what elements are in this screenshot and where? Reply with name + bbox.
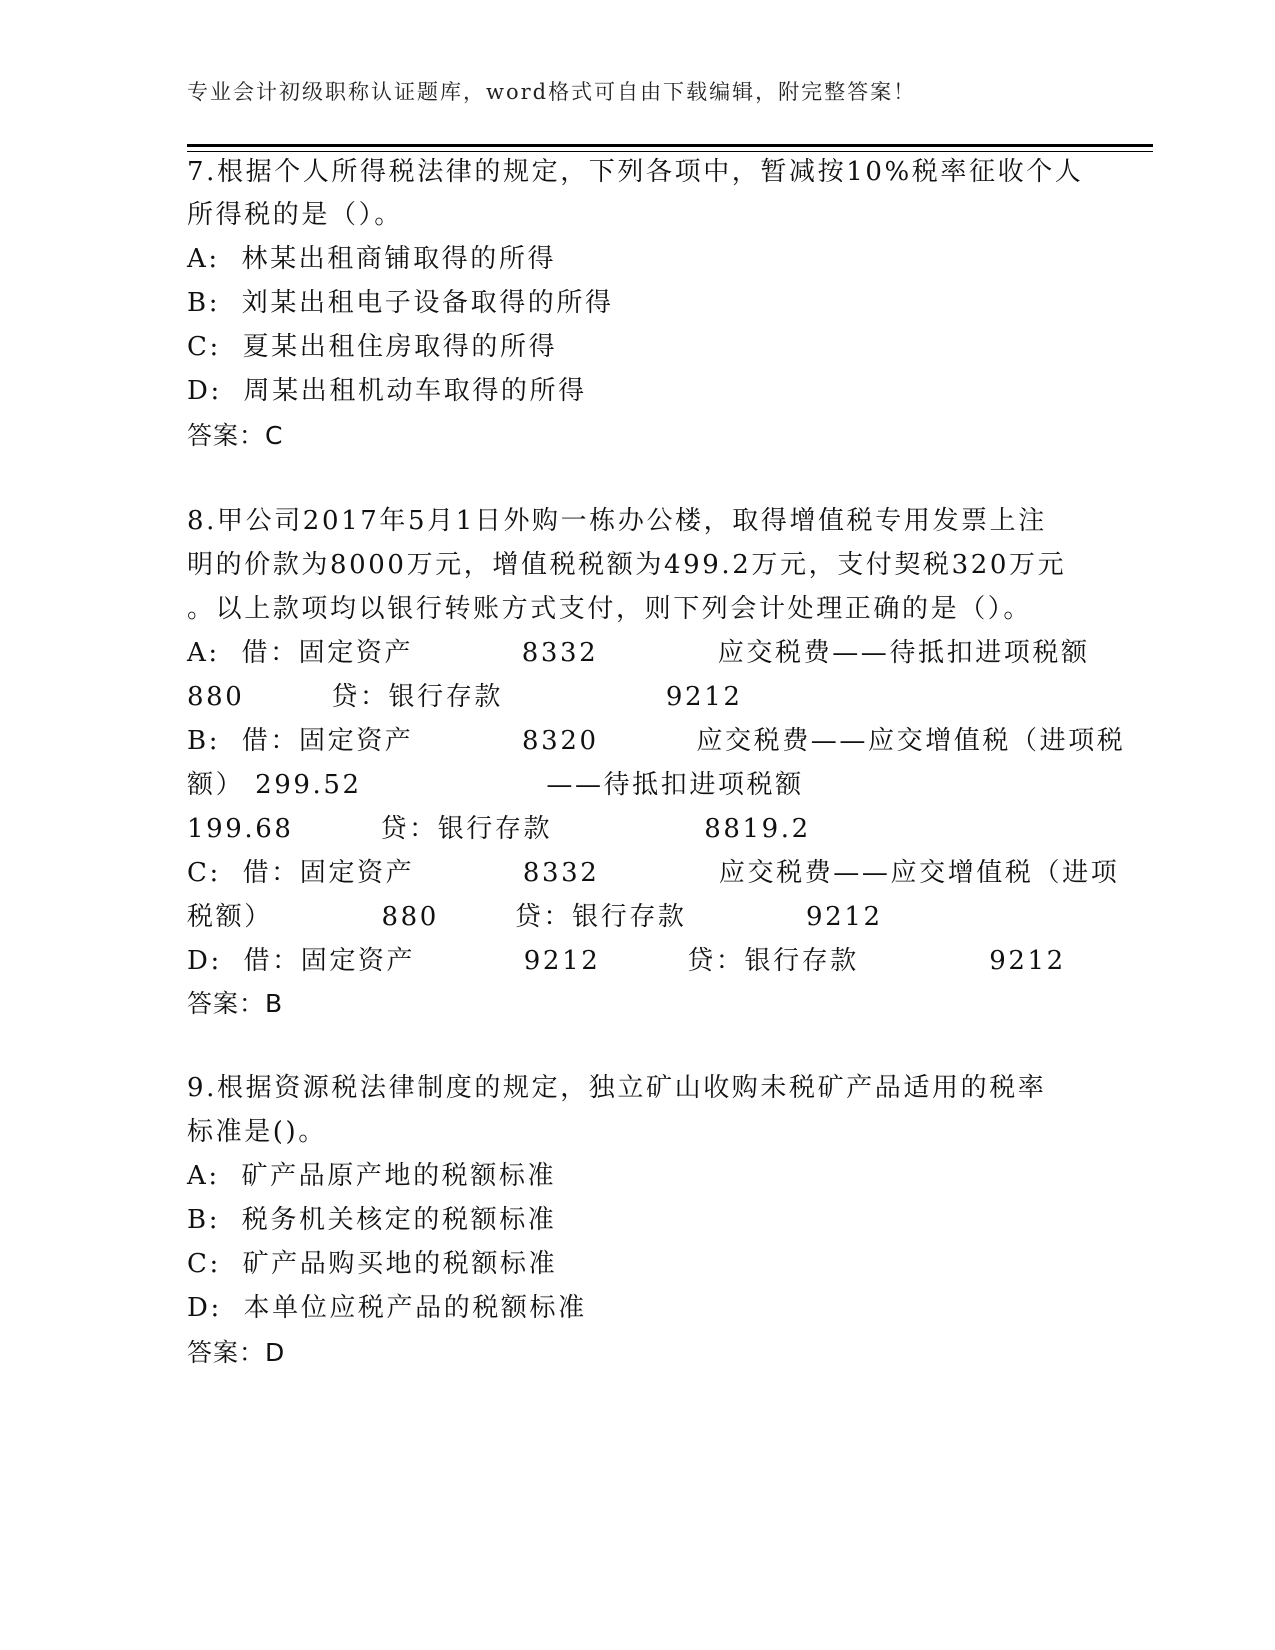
q7-line-1: 7.根据个人所得税法律的规定，下列各项中，暂减按10%税率征收个人: [187, 157, 1084, 187]
q8-option-c-line-2: 税额） 880 贷：银行存款 9212: [187, 902, 883, 932]
q8-option-a-line-2: 880 贷：银行存款 9212: [187, 682, 743, 712]
q9-option-d: D: 本单位应税产品的税额标准: [187, 1293, 587, 1323]
q7-line-2: 所得税的是（）。: [187, 200, 403, 230]
q7-answer: 答案：C: [187, 421, 284, 450]
q7-option-c: C: 夏某出租住房取得的所得: [187, 332, 558, 362]
q8-option-b-line-2: 额） 299.52 ——待抵扣进项税额: [187, 770, 804, 800]
q9-answer: 答案：D: [187, 1338, 286, 1367]
q8-option-b-line-1: B: 借：固定资产 8320 应交税费——应交增值税（进项税: [187, 726, 1126, 756]
q8-option-c-line-1: C: 借：固定资产 8332 应交税费——应交增值税（进项: [187, 858, 1120, 888]
q8-option-d: D: 借：固定资产 9212 贷：银行存款 9212: [187, 946, 1066, 976]
q9-option-a: A: 矿产品原产地的税额标准: [187, 1161, 557, 1191]
q8-line-1: 8.甲公司2017年5月1日外购一栋办公楼，取得增值税专用发票上注: [187, 506, 1047, 536]
q8-line-3: 。以上款项均以银行转账方式支付，则下列会计处理正确的是（）。: [187, 594, 1033, 624]
q9-line-2: 标准是()。: [187, 1117, 327, 1147]
q9-option-c: C: 矿产品购买地的税额标准: [187, 1249, 558, 1279]
page-header: 专业会计初级职称认证题库，word格式可自由下载编辑，附完整答案！: [187, 80, 917, 104]
q7-option-d: D: 周某出租机动车取得的所得: [187, 376, 587, 406]
q9-line-1: 9.根据资源税法律制度的规定，独立矿山收购未税矿产品适用的税率: [187, 1073, 1047, 1103]
q7-option-b: B: 刘某出租电子设备取得的所得: [187, 288, 614, 318]
q8-option-b-line-3: 199.68 贷：银行存款 8819.2: [187, 814, 811, 844]
q7-option-a: A: 林某出租商铺取得的所得: [187, 244, 557, 274]
header-rule-thick: [187, 144, 1153, 147]
q8-answer: 答案：B: [187, 989, 284, 1018]
header-rule-thin: [187, 151, 1153, 152]
q8-option-a-line-1: A: 借：固定资产 8332 应交税费——待抵扣进项税额: [187, 638, 1090, 668]
q8-line-2: 明的价款为8000万元，增值税税额为499.2万元，支付契税320万元: [187, 550, 1067, 580]
q9-option-b: B: 税务机关核定的税额标准: [187, 1205, 557, 1235]
